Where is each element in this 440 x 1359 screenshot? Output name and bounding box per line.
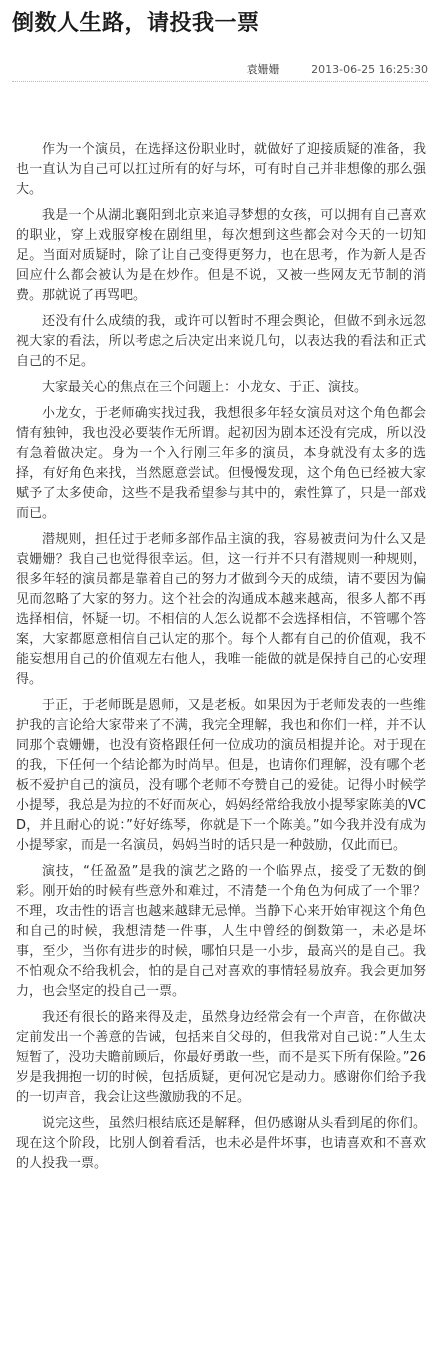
article-body — [16, 140, 426, 1180]
paragraph: 大家最关心的焦点在三个问题上：小龙女、于正、演技。 — [42, 380, 368, 395]
paragraph: 演技，“任盈盈”是我的演艺之路的一个临界点，接受了无数的倒彩。刚开始的时候有些意外和难过，不清楚一个角色为何成了一个罪？不理，攻击性的语言也越来越肆无忌惮。当静下心来开始审视这个角色和自己的时候，我想清楚一件事，人生中曾经的倒数第一，未必是坏事，至少，当你有进步的时候，哪怕只是一小步，最高兴的是自己。我不怕观众不给我机会，怕的是自己对喜欢的事情轻易放弃。我会更加努力，也会坚定的投自己一票。 — [16, 864, 426, 999]
paragraph: 还没有什么成绩的我，或许可以暂时不理会舆论，但做不到永远忽视大家的看法，所以考虑之后决定出来说几句，以表达我的看法和正式自己的不足。 — [16, 314, 426, 369]
paragraph: 小龙女，于老师确实找过我，我想很多年轻女演员对这个角色都会情有独钟，我也没必要装作无所谓。起初因为剧本还没有完成，所以没有急着做决定。身为一个入行刚三年多的演员，本身就没有太多的选择，有好角色来找，当然愿意尝试。但慢慢发现，这个角色已经被大家赋予了太多使命，这些不是我希望参与其中的，索性算了，只是一部戏而已。 — [16, 406, 426, 521]
paragraph: 潜规则，担任过于老师多部作品主演的我，容易被责问为什么又是袁姗姗？我自己也觉得很幸运。但，这一行并不只有潜规则一种规则，很多年轻的演员都是靠着自己的努力才做到今天的成绩，请不要因为偏见而忽略了大家的努力。这个社会的沟通成本越来越高，很多人都不再选择相信，怀疑一切。不相信的人怎么说都不会选择相信，不管哪个答案，大家都愿意相信自己认定的那个。每个人都有自己的价值观，我不能妄想用自己的价值观左右他人，我唯一能做的就是保持自己的心安理得。 — [16, 532, 426, 687]
title-divider — [12, 81, 428, 82]
paragraph: 我还有很长的路来得及走，虽然身边经常会有一个声音，在你做决定前发出一个善意的告诫，包括来自父母的，但我常对自己说：”人生太短暂了，没功夫瞻前顾后，你最好勇敢一些，而不是买下所有保险。”26岁是我拥抱一切的时候，包括质疑，更何况它是动力。感谢你们给予我的一切声音，我会让这些激励我的不足。 — [16, 1010, 426, 1105]
paragraph: 作为一个演员，在选择这份职业时，就做好了迎接质疑的准备，我也一直认为自己可以扛过所有的好与坏，可有时自己并非想像的那么强大。 — [16, 142, 426, 197]
article-title: 倒数人生路，请投我一票 — [12, 11, 260, 36]
author-link[interactable]: 袁姗姗 — [246, 63, 280, 76]
paragraph: 于正，于老师既是恩师，又是老板。如果因为于老师发表的一些维护我的言论给大家带来了不满，我完全理解，我也和你们一样，并不认同那个袁姗姗，也没有资格跟任何一位成功的演员相提并论。对于现在的我，下任何一个结论都为时尚早。但是，也请你们理解，没有哪个老板不爱护自己的演员，没有哪个老师不夸赞自己的爱徒。记得小时候学小提琴，我总是为拉的不好而灰心，妈妈经常给我放小提琴家陈美的VCD，并且耐心的说：”好好练琴，你就是下一个陈美。”如今我并没有成为小提琴家，而是一名演员，妈妈当时的话只是一种鼓励，仅此而已。 — [16, 698, 426, 853]
publish-timestamp: 2013-06-25 16:25:30 — [311, 63, 428, 76]
article-meta — [247, 63, 428, 77]
paragraph: 说完这些，虽然归根结底还是解释，但仍感谢从头看到尾的你们。现在这个阶段，比别人倒着看活，也未必是件坏事，也请喜欢和不喜欢的人投我一票。 — [16, 1116, 426, 1171]
paragraph: 我是一个从湖北襄阳到北京来追寻梦想的女孩，可以拥有自己喜欢的职业，穿上戏服穿梭在剧组里，每次想到这些都会对今天的一切知足。当面对质疑时，除了让自己变得更努力，也在思考，作为新人是否回应什么都会被认为是在炒作。但是不说，又被一些网友无节制的消费。那就说了再骂吧。 — [16, 208, 426, 303]
